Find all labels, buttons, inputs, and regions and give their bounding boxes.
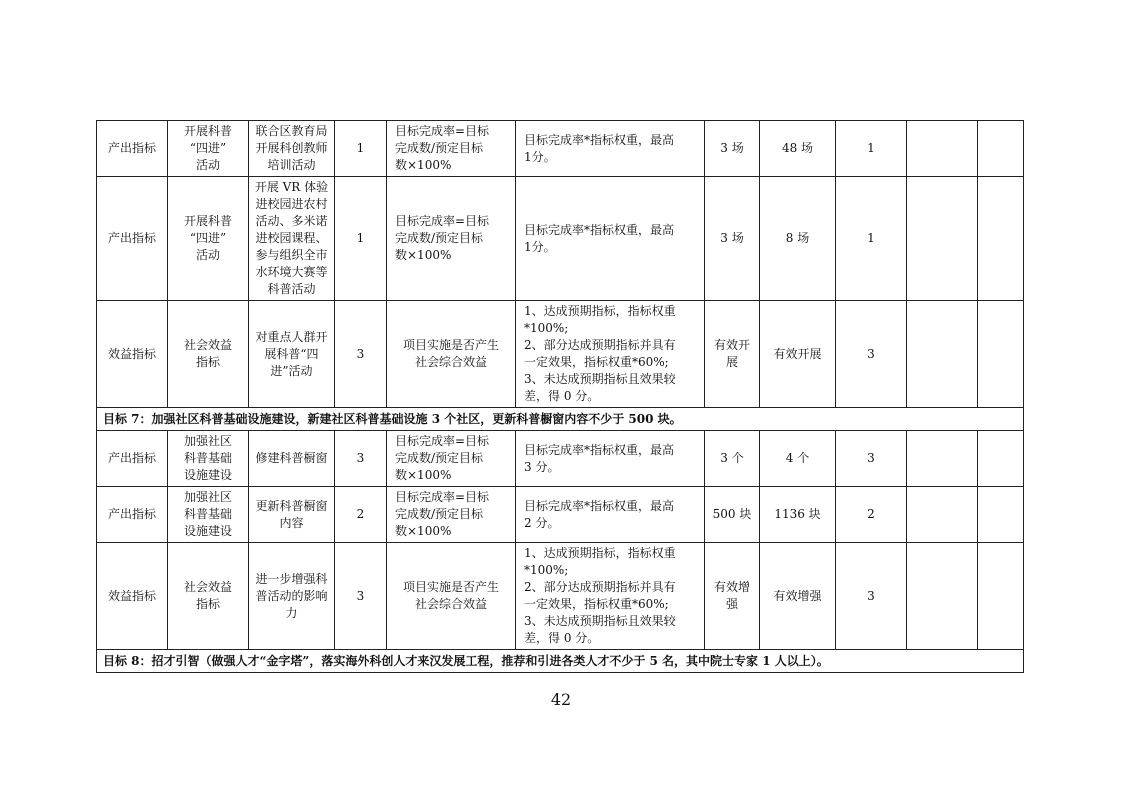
indicator-category: 效益指标 — [97, 543, 168, 650]
table-row — [97, 177, 1024, 301]
indicator-weight: 3 — [335, 301, 387, 408]
scoring-rule: 目标完成率*指标权重，最高 1分。 — [516, 177, 705, 301]
empty-cell — [907, 301, 978, 408]
scoring-rule: 目标完成率*指标权重，最高 1分。 — [516, 121, 705, 177]
score: 3 — [836, 301, 907, 408]
scoring-rule: 目标完成率*指标权重，最高 3 分。 — [516, 431, 705, 487]
indicator-weight: 2 — [335, 487, 387, 543]
actual-value: 1136 块 — [760, 487, 836, 543]
indicator-level2: 开展科普 “四进” 活动 — [168, 177, 249, 301]
indicator-category: 产出指标 — [97, 177, 168, 301]
empty-cell — [907, 177, 978, 301]
empty-cell — [978, 121, 1024, 177]
target-value: 3 场 — [705, 177, 760, 301]
indicator-definition: 目标完成率=目标 完成数/预定目标 数×100% — [387, 177, 516, 301]
indicator-definition: 项目实施是否产生 社会综合效益 — [387, 543, 516, 650]
empty-cell — [907, 121, 978, 177]
actual-value: 4 个 — [760, 431, 836, 487]
indicator-category: 产出指标 — [97, 121, 168, 177]
table-row — [97, 487, 1024, 543]
indicator-weight: 3 — [335, 543, 387, 650]
scoring-rule: 1、达成预期指标，指标权重 *100%; 2、部分达成预期指标并具有 一定效果，指标权重*60%; 3、未达成预期指标且效果较 差，得 0 分。 — [516, 301, 705, 408]
goal-7-heading: 目标 7：加强社区科普基础设施建设，新建社区科普基础设施 3 个社区，更新科普橱窗内容不少于 500 块。 — [97, 408, 1024, 431]
indicator-name: 进一步增强科 普活动的影响 力 — [249, 543, 335, 650]
indicator-name: 修建科普橱窗 — [249, 431, 335, 487]
indicator-name: 更新科普橱窗 内容 — [249, 487, 335, 543]
scoring-rule: 1、达成预期指标，指标权重 *100%; 2、部分达成预期指标并具有 一定效果，指标权重*60%; 3、未达成预期指标且效果较 差，得 0 分。 — [516, 543, 705, 650]
indicator-category: 产出指标 — [97, 431, 168, 487]
empty-cell — [907, 543, 978, 650]
performance-indicator-table — [96, 120, 1024, 673]
indicator-level2: 加强社区 科普基础 设施建设 — [168, 431, 249, 487]
target-value: 500 块 — [705, 487, 760, 543]
indicator-level2: 开展科普 “四进” 活动 — [168, 121, 249, 177]
empty-cell — [978, 431, 1024, 487]
goal-row — [97, 650, 1024, 673]
target-value: 有效开 展 — [705, 301, 760, 408]
target-value: 3 个 — [705, 431, 760, 487]
actual-value: 有效增强 — [760, 543, 836, 650]
actual-value: 有效开展 — [760, 301, 836, 408]
score: 1 — [836, 177, 907, 301]
score: 2 — [836, 487, 907, 543]
empty-cell — [978, 177, 1024, 301]
indicator-weight: 1 — [335, 121, 387, 177]
goal-row — [97, 408, 1024, 431]
empty-cell — [907, 431, 978, 487]
page-number: 42 — [550, 690, 572, 709]
target-value: 3 场 — [705, 121, 760, 177]
empty-cell — [978, 543, 1024, 650]
actual-value: 8 场 — [760, 177, 836, 301]
table-row — [97, 543, 1024, 650]
empty-cell — [907, 487, 978, 543]
table-row — [97, 431, 1024, 487]
indicator-category: 效益指标 — [97, 301, 168, 408]
score: 3 — [836, 543, 907, 650]
scoring-rule: 目标完成率*指标权重，最高 2 分。 — [516, 487, 705, 543]
indicator-name: 联合区教育局 开展科创教师 培训活动 — [249, 121, 335, 177]
table-row — [97, 301, 1024, 408]
indicator-name: 开展 VR 体验 进校园进农村 活动、多米诺 进校园课程、 参与组织全市 水环境大赛等 科普活动 — [249, 177, 335, 301]
indicator-level2: 加强社区 科普基础 设施建设 — [168, 487, 249, 543]
score: 1 — [836, 121, 907, 177]
target-value: 有效增 强 — [705, 543, 760, 650]
indicator-level2: 社会效益 指标 — [168, 543, 249, 650]
table-row — [97, 121, 1024, 177]
indicator-weight: 3 — [335, 431, 387, 487]
indicator-name: 对重点人群开 展科普“四 进”活动 — [249, 301, 335, 408]
empty-cell — [978, 301, 1024, 408]
empty-cell — [978, 487, 1024, 543]
indicator-definition: 项目实施是否产生 社会综合效益 — [387, 301, 516, 408]
indicator-level2: 社会效益 指标 — [168, 301, 249, 408]
actual-value: 48 场 — [760, 121, 836, 177]
score: 3 — [836, 431, 907, 487]
indicator-definition: 目标完成率=目标 完成数/预定目标 数×100% — [387, 431, 516, 487]
indicator-definition: 目标完成率=目标 完成数/预定目标 数×100% — [387, 487, 516, 543]
goal-8-heading: 目标 8：招才引智（做强人才“金字塔”，落实海外科创人才来汉发展工程，推荐和引进各类人才不少于 5 名，其中院士专家 1 人以上）。 — [97, 650, 1024, 673]
indicator-definition: 目标完成率=目标 完成数/预定目标 数×100% — [387, 121, 516, 177]
indicator-category: 产出指标 — [97, 487, 168, 543]
indicator-weight: 1 — [335, 177, 387, 301]
